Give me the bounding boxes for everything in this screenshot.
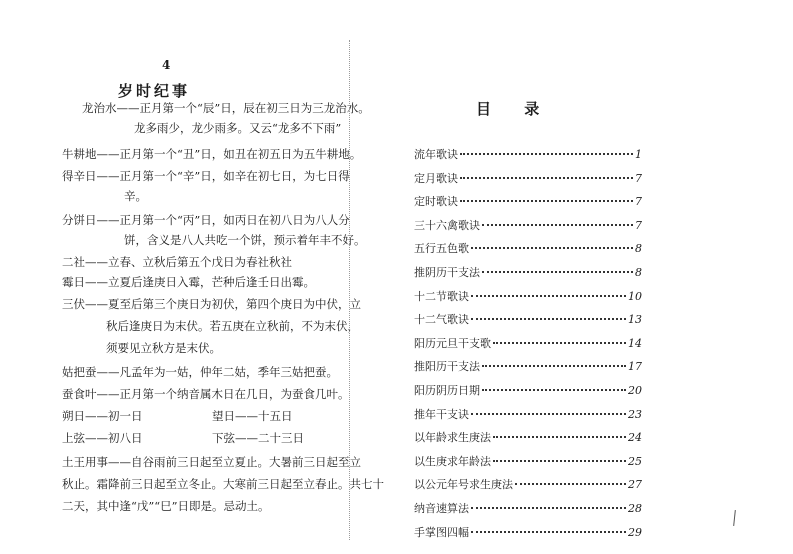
toc-leader-dots <box>482 224 633 226</box>
toc-leader-dots <box>460 200 633 202</box>
toc-title: 目 录 <box>476 100 554 118</box>
toc-entry <box>414 240 642 264</box>
section-heading: 岁时纪事 <box>118 82 191 100</box>
toc-entry <box>414 358 642 382</box>
toc-leader-dots <box>482 389 626 391</box>
toc-entry <box>414 288 642 312</box>
toc-entry-page: 1 <box>635 148 642 161</box>
toc-entry-page: 27 <box>628 478 642 492</box>
toc-entry <box>414 170 642 194</box>
toc-entry-page: 14 <box>628 336 642 350</box>
text-line: 姑把蚕——凡孟年为一姑，仲年二姑，季年三姑把蚕。 <box>62 365 338 379</box>
toc-entry <box>414 524 642 548</box>
text-line: 龙多雨少，龙少雨多。又云“龙多不下雨” <box>134 121 342 135</box>
text-line: 三伏——夏至后第三个庚日为初伏，第四个庚日为中伏，立 <box>62 297 361 311</box>
text-line: 秋后逢庚日为末伏。若五庚在立秋前，不为末伏， <box>106 319 359 333</box>
toc-leader-dots <box>493 460 626 462</box>
text-line: 牛耕地——正月第一个“丑”日，如丑在初五日为五牛耕地。 <box>62 147 362 161</box>
text-line: 须要见立秋方是末伏。 <box>106 341 221 355</box>
toc-leader-dots <box>471 318 626 320</box>
text-line: 土王用事——自谷雨前三日起至立夏止。大暑前三日起至立 <box>62 455 361 469</box>
toc-entry-label: 流年歌诀 <box>414 148 458 161</box>
toc-entry <box>414 500 642 524</box>
toc-entry <box>414 264 642 288</box>
toc-entry-page: 25 <box>628 454 642 468</box>
toc-entry-page: 8 <box>635 242 642 256</box>
toc-leader-dots <box>471 247 633 249</box>
text-line: 二天，其中逢“戊”“巳”日即是。忌动土。 <box>62 499 270 513</box>
toc-entry-label: 定时歌诀 <box>414 195 458 209</box>
toc-entry-label: 以年龄求生庚法 <box>414 431 491 445</box>
toc-entry-page: 8 <box>635 265 642 279</box>
toc-entry-label: 推阴历干支法 <box>414 265 480 279</box>
toc-entry <box>414 406 642 430</box>
toc-entry-label: 推阳历干支法 <box>414 360 480 374</box>
toc-leader-dots <box>471 507 626 509</box>
toc-entry-label: 阳历元旦干支歌 <box>414 336 491 350</box>
toc-entry-page: 7 <box>635 171 642 185</box>
text-line: 望日——十五日 <box>212 409 293 423</box>
text-line: 龙治水——正月第一个“辰”日，辰在初三日为三龙治水。 <box>82 101 370 115</box>
toc-entry <box>414 382 642 406</box>
text-line: 上弦——初八日 <box>62 431 143 445</box>
toc-leader-dots <box>515 483 626 485</box>
toc-entry-label: 以公元年号求生庚法 <box>414 478 513 492</box>
toc-leader-dots <box>471 413 626 415</box>
toc-entry-label: 十二节歌诀 <box>414 289 469 303</box>
right-page <box>352 0 793 554</box>
toc-entry-page: 13 <box>628 313 642 327</box>
toc-leader-dots <box>482 271 633 273</box>
page-gutter <box>349 40 350 540</box>
toc-entry-label: 以生庚求年龄法 <box>414 454 491 468</box>
toc-entry-label: 定月歌诀 <box>414 171 458 185</box>
toc-entry <box>414 429 642 453</box>
text-line: 得辛日——正月第一个“辛”日，如辛在初七日，为七日得 <box>62 169 350 183</box>
toc-entry <box>414 193 642 217</box>
toc-entry-label: 三十六禽歌诀 <box>414 218 480 232</box>
left-page <box>0 0 384 554</box>
toc-entry-label: 五行五色歌 <box>414 242 469 256</box>
text-line: 二社——立春、立秋后第五个戊日为春社秋社 <box>62 255 292 269</box>
text-line: 辛。 <box>124 189 147 203</box>
toc-entry-label: 阳历阴历日期 <box>414 383 480 397</box>
toc-entry-page: 10 <box>628 289 642 303</box>
toc-entry-page: 29 <box>628 525 642 539</box>
page-number: 4 <box>162 58 171 72</box>
toc-entry-page: 20 <box>628 383 642 397</box>
text-line: 下弦——二十三日 <box>212 431 304 445</box>
table-of-contents <box>414 146 642 547</box>
toc-entry-page: 7 <box>635 218 642 232</box>
text-line: 分饼日——正月第一个“丙”日，如丙日在初八日为八人分 <box>62 213 350 227</box>
toc-entry <box>414 311 642 335</box>
toc-leader-dots <box>460 153 633 155</box>
toc-leader-dots <box>493 436 626 438</box>
text-line: 饼，含义是八人共吃一个饼，预示着年丰不好。 <box>124 233 366 247</box>
toc-entry-page: 23 <box>628 407 642 421</box>
toc-entry-page: 28 <box>628 501 642 515</box>
toc-entry-page: 17 <box>628 360 642 374</box>
toc-leader-dots <box>471 295 626 297</box>
text-line: 朔日——初一日 <box>62 409 143 423</box>
toc-leader-dots <box>460 177 633 179</box>
toc-entry-page: 7 <box>635 195 642 209</box>
text-line: 霉日——立夏后逢庚日入霉，芒种后逢壬日出霉。 <box>62 275 315 289</box>
toc-entry-label: 纳音速算法 <box>414 501 469 515</box>
toc-entry-label: 推年干支诀 <box>414 407 469 421</box>
toc-entry <box>414 335 642 359</box>
toc-entry <box>414 146 642 170</box>
toc-leader-dots <box>471 531 626 533</box>
toc-entry-page: 24 <box>628 431 642 445</box>
toc-leader-dots <box>493 342 626 344</box>
toc-entry <box>414 453 642 477</box>
toc-entry-label: 手掌图四幅 <box>414 525 469 539</box>
toc-entry <box>414 217 642 241</box>
toc-entry-label: 十二气歌诀 <box>414 313 469 327</box>
text-line: 蚕食叶——正月第一个纳音属木日在几日，为蚕食几叶。 <box>62 387 350 401</box>
toc-entry <box>414 476 642 500</box>
text-line: 秋止。霜降前三日起至立冬止。大寒前三日起至立春止。共七十 <box>62 477 384 491</box>
toc-leader-dots <box>482 365 626 367</box>
